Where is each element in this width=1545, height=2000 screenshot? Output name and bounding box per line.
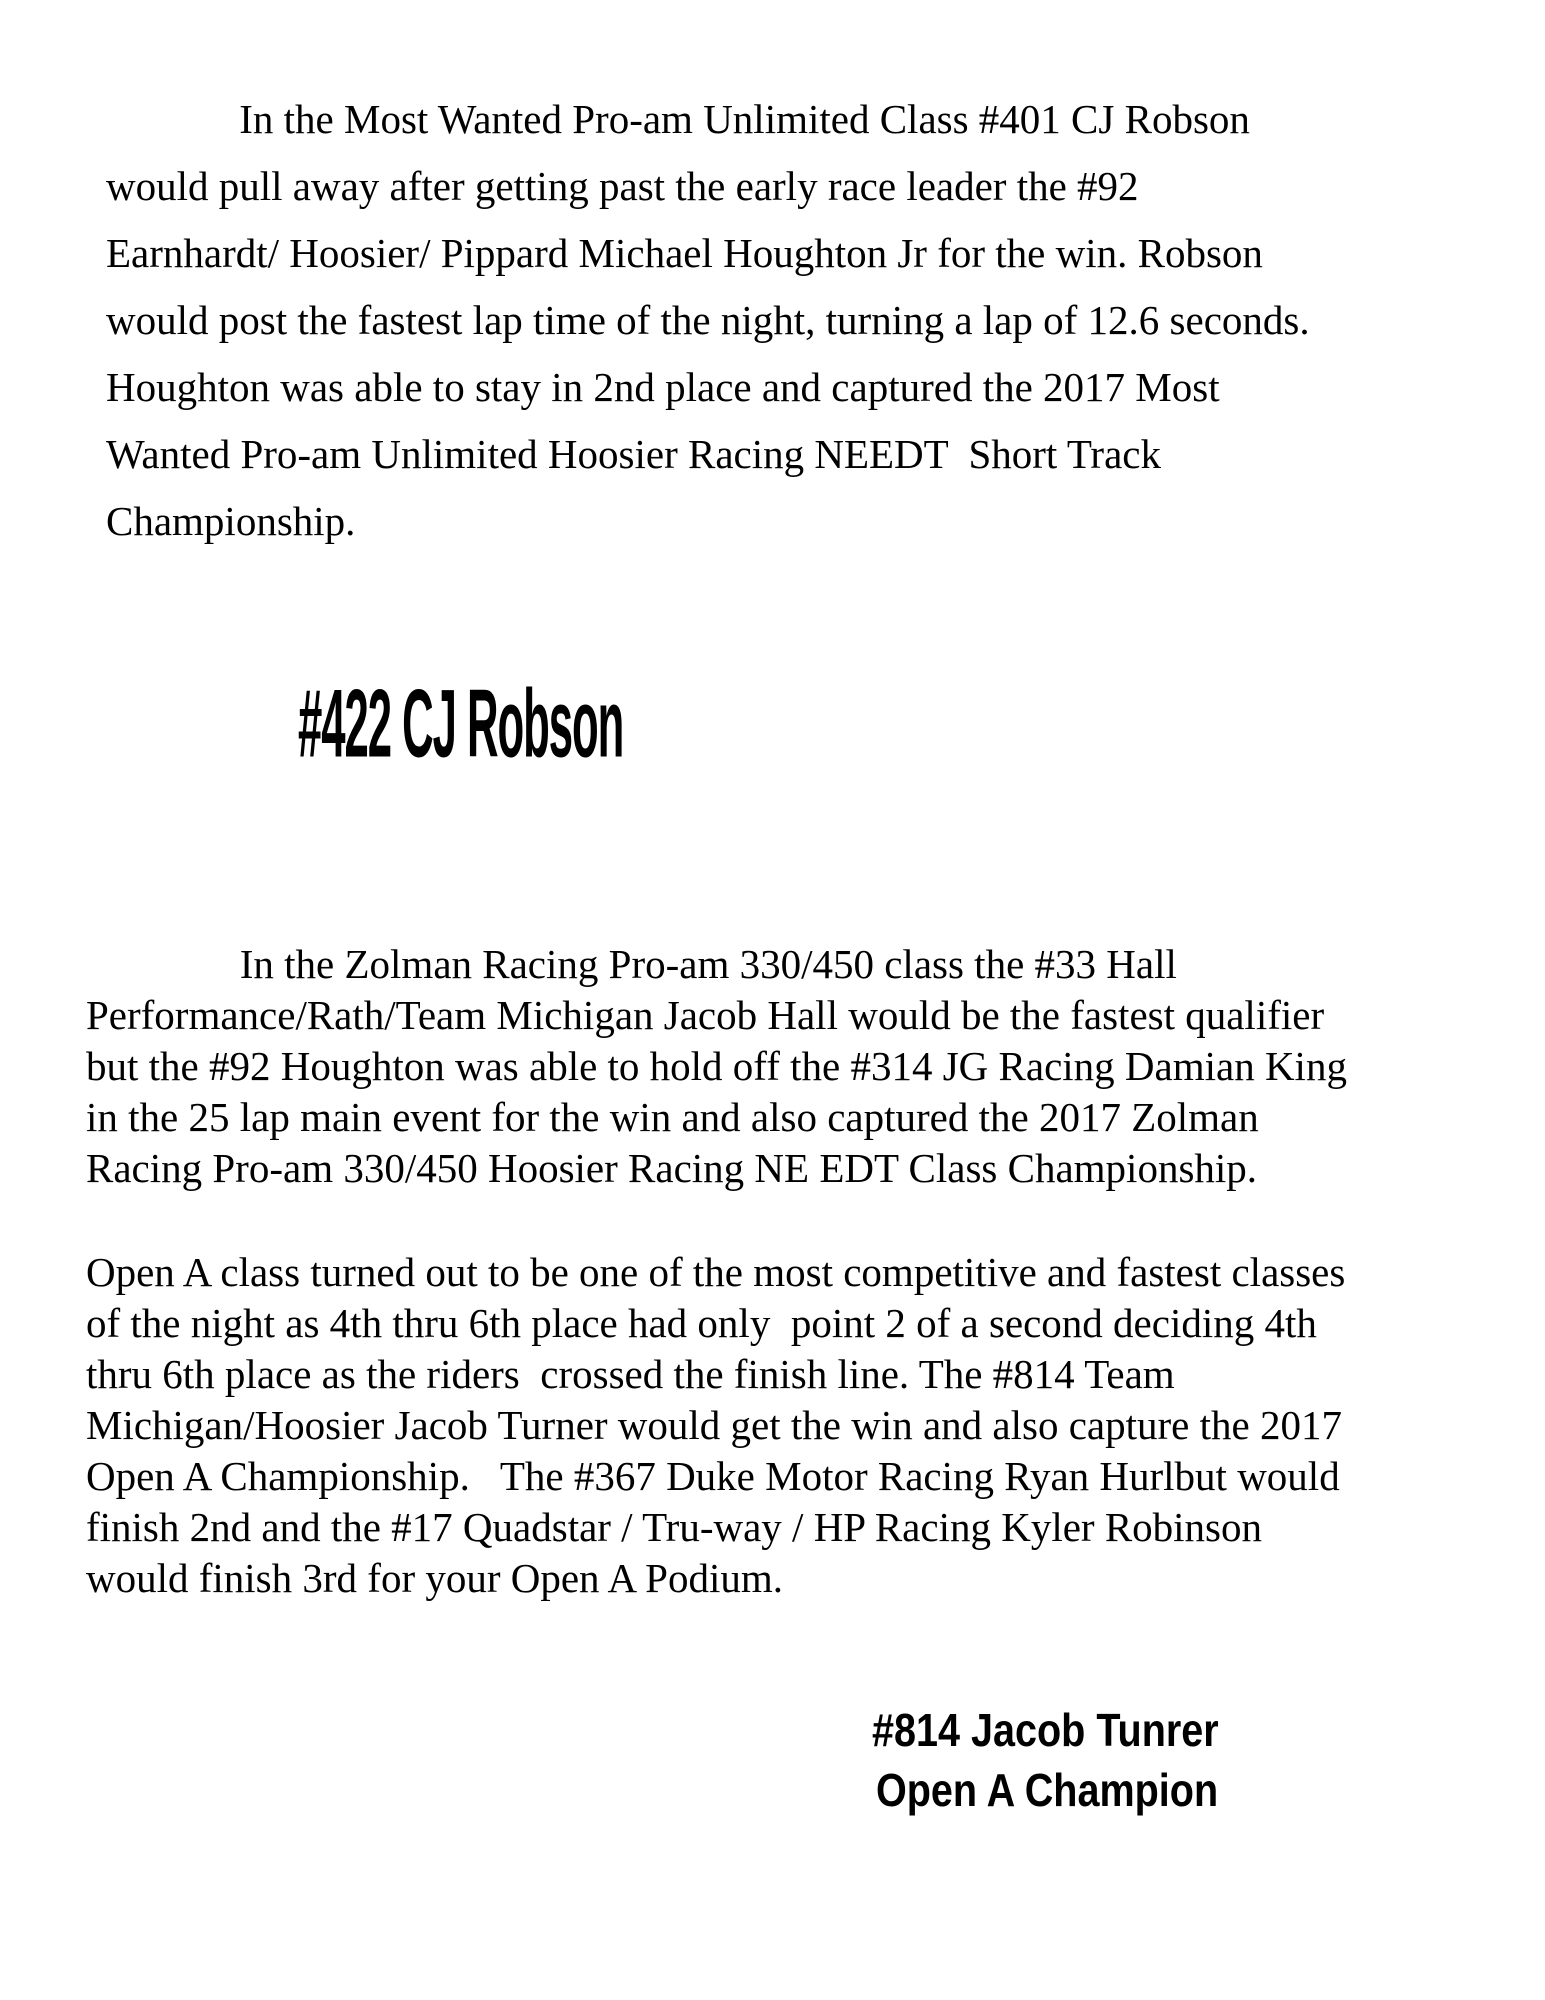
paragraph-line: thru 6th place as the riders crossed the finish line. The #814 Team [86,1351,1175,1397]
paragraph-line: In the Most Wanted Pro-am Unlimited Class #401 CJ Robson [106,96,1250,142]
paragraph-line: Open A class turned out to be one of the most competitive and fastest classes [86,1249,1346,1295]
paragraph-line: Michigan/Hoosier Jacob Turner would get the win and also capture the 2017 [86,1402,1342,1448]
paragraph-line: Performance/Rath/Team Michigan Jacob Hall would be the fastest qualifier [86,992,1325,1038]
caption-turner-title: Open A Champion [876,1764,1219,1816]
paragraph-line: Championship. [106,498,356,544]
paragraph-line: would post the fastest lap time of the night, turning a lap of 12.6 seconds. [106,297,1310,343]
caption-cj-robson: #422 CJ Robson [298,669,624,778]
caption-jacob-turner [870,1700,1290,1820]
paragraph-330-450-class [86,939,1347,1194]
paragraph-line: of the night as 4th thru 6th place had only point 2 of a second deciding 4th [86,1300,1317,1346]
paragraph-line: Earnhardt/ Hoosier/ Pippard Michael Houghton Jr for the win. Robson [106,230,1263,276]
paragraph-line: Racing Pro-am 330/450 Hoosier Racing NE EDT Class Championship. [86,1145,1258,1191]
paragraph-open-a-class [86,1247,1345,1604]
paragraph-line: in the 25 lap main event for the win and also captured the 2017 Zolman [86,1094,1259,1140]
paragraph-line: but the #92 Houghton was able to hold off the #314 JG Racing Damian King [86,1043,1347,1089]
paragraph-line: In the Zolman Racing Pro-am 330/450 class the #33 Hall [86,941,1177,987]
paragraph-line: Wanted Pro-am Unlimited Hoosier Racing NEEDT Short Track [106,431,1161,477]
paragraph-line: would finish 3rd for your Open A Podium. [86,1555,783,1601]
paragraph-line: finish 2nd and the #17 Quadstar / Tru-way / HP Racing Kyler Robinson [86,1504,1263,1550]
paragraph-line: Open A Championship. The #367 Duke Motor Racing Ryan Hurlbut would [86,1453,1340,1499]
caption-turner-name: #814 Jacob Tunrer [872,1704,1219,1756]
paragraph-unlimited-class [106,86,1310,555]
paragraph-line: Houghton was able to stay in 2nd place and captured the 2017 Most [106,364,1220,410]
paragraph-line: would pull away after getting past the early race leader the #92 [106,163,1139,209]
